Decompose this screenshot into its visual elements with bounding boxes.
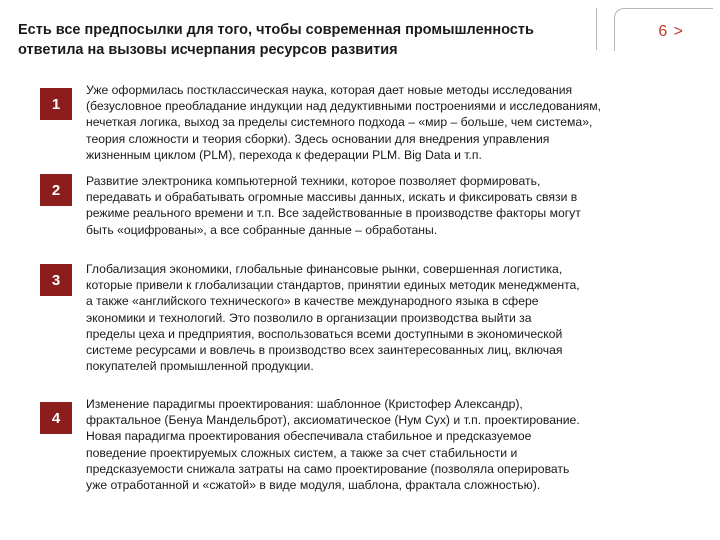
item-1-line: Уже оформилась постклассическая наука, которая дает новые методы исследования [86,83,573,97]
item-2-line: режиме реального времени и т.п. Все задействованные в производстве факторы могут [86,206,581,221]
item-text-3 [86,261,686,374]
item-2-line: быть «оцифрованы», а все собранные данные – обработаны. [86,222,438,237]
item-text-2 [86,173,686,238]
item-1-line: (безусловное преобладание индукции над дедуктивными построениями и исследованиям, [86,99,602,114]
item-1-line: жизненным циклом (PLM), перехода к федерации PLM. Big Data и т.п. [86,147,482,162]
item-1-line: нечеткая логика, выход за пределы системного подхода – «мир – больше, чем система», [86,115,593,130]
item-3-line: покупателей промышленной продукции. [86,359,314,374]
item-number-badge-1: 1 [40,88,72,120]
item-text-4 [86,396,686,493]
item-number-badge-4: 4 [40,402,72,434]
title-divider [596,8,597,50]
item-2-line: передавать и обрабатывать огромные массивы данных, искать и фиксировать связи в [86,190,578,205]
item-3-line: а также «английского технического» в качестве международного языка в сфере [86,294,539,309]
item-4-line: Изменение парадигмы проектирования: шаблонное (Кристофер Александр), [86,397,523,411]
item-number-badge-3: 3 [40,264,72,296]
item-3-line: пределы цеха и предприятия, воспользоваться всеми доступными в экономической [86,326,563,341]
slide-title [18,20,598,60]
item-text-1 [86,82,686,163]
item-3-line: экономики и технологий. Это позволило в организации производства выйти за [86,310,532,325]
item-3-line: Глобализация экономики, глобальные финансовые рынки, совершенная логистика, [86,262,563,276]
item-number-badge-2: 2 [40,174,72,206]
item-4-line: уже отработанной и «сжатой» в виде модуля, шаблона, фрактала сложностью). [86,478,541,493]
item-4-line: поведение проектируемых сложных систем, а также за счет стабильности и [86,445,518,460]
item-2-line: Развитие электроника компьютерной техники, которое позволяет формировать, [86,174,541,188]
slide-title-line-2: ответила на вызовы исчерпания ресурсов развития [18,42,398,58]
item-4-line: предсказуемости снижала затраты на само проектирование (позволяла оперировать [86,461,570,476]
item-4-line: фрактальное (Бенуа Мандельброт), аксиоматическое (Нум Сух) и т.п. проектирование. [86,413,580,428]
item-4-line: Новая парадигма проектирования обеспечивала стабильное и предсказуемое [86,429,532,444]
slide-title-line-1: Есть все предпосылки для того, чтобы современная промышленность [18,22,534,38]
item-1-line: теория сложности и теория сборки). Здесь основании для внедрения управления [86,131,550,146]
item-3-line: которые привели к глобализации стандартов, принятии единых методик менеджмента, [86,278,580,293]
item-3-line: системе ресурсами и вовлечь в производство всех заинтересованных лиц, включая [86,343,563,358]
page-number: 6 > [658,23,684,40]
